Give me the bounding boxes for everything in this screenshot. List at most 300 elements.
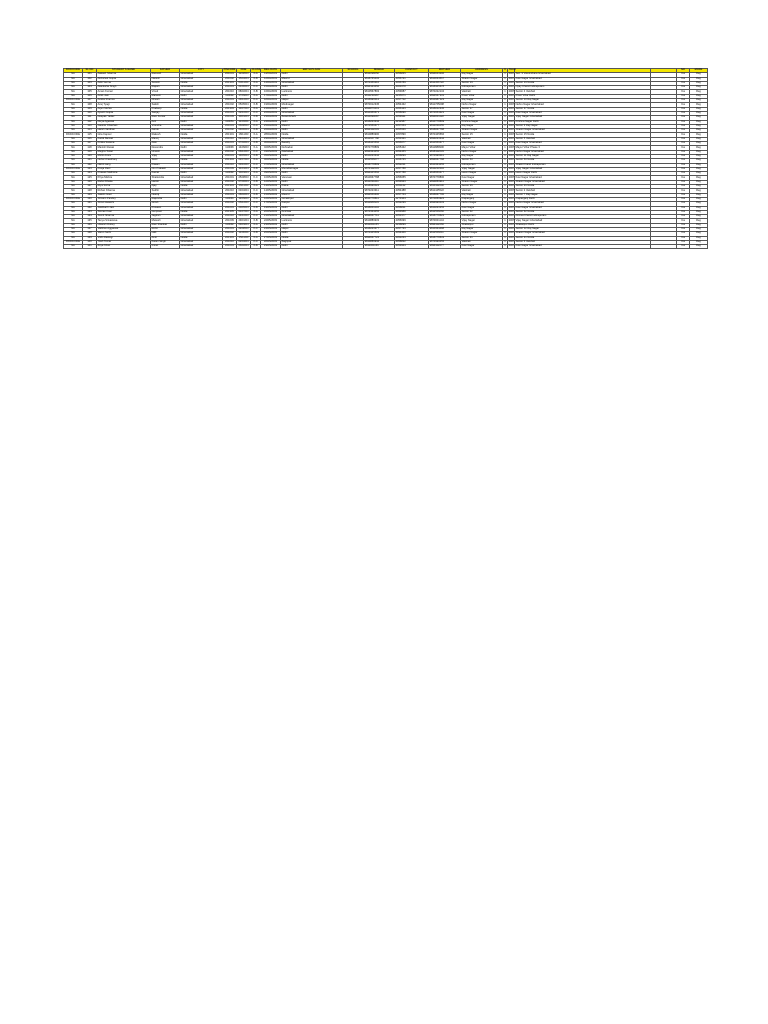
table-cell[interactable]: 23/10/03 — [238, 162, 249, 166]
table-cell[interactable]: Akanksha Singh — [97, 86, 151, 90]
table-cell[interactable]: NA — [64, 73, 83, 77]
table-cell[interactable]: 19/04/2003 — [261, 103, 281, 107]
table-cell[interactable]: Vijay Nagar — [461, 116, 503, 120]
table-cell[interactable]: 9818223344 — [364, 120, 395, 124]
table-cell[interactable]: 14/04/2003 — [261, 81, 281, 85]
table-cell[interactable]: 1 — [504, 201, 506, 205]
column-header[interactable]: BIRTH PLACE — [281, 69, 343, 73]
table-cell[interactable]: 20/05/04 — [238, 205, 249, 209]
table-cell[interactable]: 12/04/2003 — [261, 77, 281, 81]
table-cell[interactable]: 2007 — [508, 197, 515, 201]
table-cell[interactable]: Yes — [677, 185, 690, 189]
table-cell[interactable]: 127 — [83, 185, 97, 189]
table-cell[interactable]: 9818556677 — [429, 172, 461, 176]
table-cell[interactable]: 1 — [504, 231, 506, 235]
table-cell[interactable]: 128 — [83, 189, 97, 193]
table-cell[interactable]: 4353321 — [395, 137, 429, 141]
table-cell[interactable]: 24/10/03 — [238, 214, 249, 218]
table-cell[interactable]: 201010 — [223, 240, 237, 244]
table-cell[interactable]: NA — [64, 129, 83, 133]
table-cell[interactable]: 9818667700 — [429, 193, 461, 197]
table-cell[interactable]: Delhi — [281, 73, 343, 77]
table-cell[interactable]: Reg — [690, 77, 708, 81]
table-cell[interactable]: 2007 — [508, 154, 515, 158]
table-cell[interactable]: X-A — [251, 146, 261, 150]
table-cell[interactable]: Sector 50 Noida — [515, 159, 651, 163]
table-cell[interactable]: 2248899 — [395, 223, 429, 227]
table-cell[interactable]: Reg — [690, 107, 708, 111]
table-cell[interactable]: Sector 15 — [461, 133, 503, 137]
table-cell[interactable]: X-C — [251, 137, 261, 141]
table-cell[interactable]: Delhi — [281, 107, 343, 111]
table-cell[interactable]: 9810987123 — [429, 99, 461, 103]
table-cell[interactable]: 9810778811 — [364, 197, 395, 201]
table-cell[interactable]: 4352299 — [395, 202, 429, 206]
table-cell[interactable]: Ghaziabad — [281, 81, 343, 85]
table-cell[interactable]: 1 — [504, 136, 506, 140]
table-cell[interactable]: 26/04/2003 — [261, 129, 281, 133]
table-cell[interactable]: 1 — [504, 154, 506, 158]
table-cell[interactable]: Noida — [180, 107, 223, 111]
table-cell[interactable]: 07/06/04 — [238, 179, 249, 183]
table-cell[interactable]: X-C — [251, 124, 261, 128]
table-cell[interactable]: 135 — [83, 219, 97, 223]
table-cell[interactable]: PAID/CODE — [64, 167, 83, 171]
table-cell[interactable]: Reg — [690, 240, 708, 244]
table-cell[interactable]: Raj Nagar — [461, 193, 503, 197]
table-cell[interactable]: 2007 — [508, 201, 515, 205]
table-cell[interactable]: 4357654 — [395, 124, 429, 128]
table-cell[interactable]: 201001 — [223, 227, 237, 231]
table-cell[interactable]: Delhi — [180, 172, 223, 176]
table-cell[interactable]: 1 — [504, 227, 506, 231]
table-cell[interactable]: 2007 — [508, 149, 515, 153]
table-cell[interactable]: Sunil — [151, 159, 180, 163]
table-cell[interactable]: Abhishek Gupta — [97, 77, 151, 81]
table-cell[interactable]: 9899990033 — [429, 202, 461, 206]
table-cell[interactable]: 110092 — [223, 172, 237, 176]
table-cell[interactable]: 2007 — [508, 184, 515, 188]
table-cell[interactable]: Yes — [677, 210, 690, 214]
table-cell[interactable]: Reg — [690, 189, 708, 193]
table-cell[interactable]: Reg — [690, 94, 708, 98]
table-cell[interactable]: 9818990012 — [364, 99, 395, 103]
table-cell[interactable]: Yes — [677, 142, 690, 146]
table-cell[interactable]: Yes — [677, 154, 690, 158]
table-cell[interactable]: 110092 — [223, 223, 237, 227]
table-cell[interactable]: 129 — [83, 193, 97, 197]
table-cell[interactable]: 4354432 — [395, 103, 429, 107]
table-cell[interactable]: Ghaziabad — [180, 215, 223, 219]
table-cell[interactable]: 24/05/2003 — [261, 227, 281, 231]
table-cell[interactable]: Sector 6 Vaishali — [515, 240, 651, 244]
table-cell[interactable]: 03/05/2003 — [261, 150, 281, 154]
table-cell[interactable]: 9818778833 — [429, 236, 461, 240]
table-cell[interactable]: 201002 — [223, 129, 237, 133]
table-cell[interactable]: 139 — [83, 236, 97, 240]
table-cell[interactable]: 1 — [504, 179, 506, 183]
table-cell[interactable]: Ankit Jain — [97, 94, 151, 98]
table-cell[interactable]: 2007 — [508, 81, 515, 85]
table-cell[interactable]: Yes — [677, 137, 690, 141]
table-cell[interactable]: NA — [64, 137, 83, 141]
table-cell[interactable] — [651, 245, 677, 249]
table-cell[interactable]: 9873112233 — [364, 167, 395, 171]
table-cell[interactable]: Ghaziabad — [180, 77, 223, 81]
table-cell[interactable]: 1 — [504, 197, 506, 201]
table-cell[interactable]: 15/04/2003 — [261, 86, 281, 90]
table-cell[interactable]: Sanjay — [151, 111, 180, 115]
table-cell[interactable]: 125 — [83, 176, 97, 180]
table-cell[interactable]: Anil — [151, 120, 180, 124]
table-cell[interactable]: 9811223344 — [429, 167, 461, 171]
table-cell[interactable]: Suresh — [151, 81, 180, 85]
table-cell[interactable]: Ghaziabad — [180, 219, 223, 223]
table-cell[interactable]: Nehru Nagar — [461, 150, 503, 154]
table-cell[interactable]: Sector 3 Raj Nagar — [515, 124, 651, 128]
table-cell[interactable]: 141 — [83, 245, 97, 249]
table-cell[interactable]: Reg — [690, 236, 708, 240]
table-cell[interactable]: Yes — [677, 202, 690, 206]
table-cell[interactable]: X-A — [251, 81, 261, 85]
table-cell[interactable]: Neha Chaudhary — [97, 159, 151, 163]
table-cell[interactable]: Sector 11 Raj Nagar — [515, 154, 651, 158]
table-cell[interactable]: PAID/CODE — [64, 197, 83, 201]
table-cell[interactable]: 2452233 — [395, 236, 429, 240]
table-cell[interactable]: Ghaziabad — [180, 137, 223, 141]
table-cell[interactable]: 9899667788 — [429, 159, 461, 163]
table-cell[interactable]: X-C — [251, 163, 261, 167]
table-cell[interactable]: NA — [64, 227, 83, 231]
table-cell[interactable]: 201002 — [223, 103, 237, 107]
table-cell[interactable]: Nehru Nagar — [461, 202, 503, 206]
table-cell[interactable]: Ghaziabad — [180, 163, 223, 167]
table-cell[interactable]: Ghaziabad — [180, 116, 223, 120]
table-cell[interactable]: 2007 — [508, 218, 515, 222]
table-cell[interactable]: 105 — [83, 90, 97, 94]
table-cell[interactable]: Reg — [690, 124, 708, 128]
table-cell[interactable]: 2451122 — [395, 185, 429, 189]
table-cell[interactable]: 4354400 — [395, 232, 429, 236]
table-cell[interactable]: Shastri Nagar — [461, 77, 503, 81]
table-cell[interactable]: Prateek Malhotra — [97, 172, 151, 176]
table-cell[interactable]: X-A — [251, 107, 261, 111]
table-cell[interactable]: Yes — [677, 133, 690, 137]
table-cell[interactable]: NA — [64, 94, 83, 98]
table-cell[interactable]: 11/06/04 — [237, 232, 251, 236]
table-cell[interactable]: NA — [64, 180, 83, 184]
table-cell[interactable]: Nehru Nagar Ghaziabad — [515, 202, 651, 206]
table-cell[interactable]: Karan Singh — [151, 240, 180, 244]
table-cell[interactable]: Sector 19 — [461, 81, 503, 85]
table-cell[interactable]: 09/05/2003 — [261, 172, 281, 176]
table-cell[interactable]: 9873778800 — [429, 176, 461, 180]
table-cell[interactable]: Reg — [690, 232, 708, 236]
table-cell[interactable]: Ravi Shankar — [151, 223, 180, 227]
table-cell[interactable]: X-B — [251, 154, 261, 158]
column-header[interactable]: DOB — [237, 69, 251, 73]
table-cell[interactable]: Delhi — [180, 223, 223, 227]
table-cell[interactable]: Reg — [690, 129, 708, 133]
table-cell[interactable]: 30/04/2003 — [261, 142, 281, 146]
table-cell[interactable]: Reg — [690, 90, 708, 94]
table-cell[interactable]: 101 — [83, 73, 97, 77]
table-cell[interactable]: X-B — [251, 245, 261, 249]
table-cell[interactable]: 9873778899 — [364, 146, 395, 150]
table-cell[interactable]: 1 — [504, 205, 506, 209]
table-cell[interactable]: 13/05/2003 — [261, 185, 281, 189]
table-cell[interactable]: 124 — [83, 172, 97, 176]
table-cell[interactable]: Siddharth Jain — [97, 206, 151, 210]
table-cell[interactable]: Ghaziabad — [180, 167, 223, 171]
table-cell[interactable]: Reg — [690, 137, 708, 141]
table-cell[interactable]: 09/03/04 — [238, 222, 249, 226]
table-cell[interactable]: Meerut — [281, 77, 343, 81]
table-cell[interactable]: Delhi — [281, 120, 343, 124]
table-cell[interactable]: Ghaziabad — [180, 73, 223, 77]
table-cell[interactable]: 4358822 — [395, 240, 429, 244]
table-cell[interactable]: 4358865 — [395, 73, 429, 77]
table-cell[interactable]: NA — [64, 176, 83, 180]
table-cell[interactable]: X-B — [251, 206, 261, 210]
table-cell[interactable]: Reg — [690, 116, 708, 120]
table-cell[interactable]: NA — [64, 193, 83, 197]
table-cell[interactable]: 1 — [504, 85, 506, 89]
table-cell[interactable]: X-B — [251, 90, 261, 94]
table-cell[interactable]: 110 — [83, 111, 97, 115]
table-cell[interactable]: 4356655 — [395, 176, 429, 180]
table-cell[interactable]: 11/04/2003 — [261, 73, 281, 77]
table-cell[interactable]: Reg — [690, 223, 708, 227]
table-cell[interactable]: Reg — [690, 245, 708, 249]
table-cell[interactable]: X-B — [251, 232, 261, 236]
table-cell[interactable]: Sector 62 Noida — [515, 210, 651, 214]
table-cell[interactable]: Reg — [690, 227, 708, 231]
table-cell[interactable]: 2007 — [508, 85, 515, 89]
column-header[interactable]: PINCODE — [223, 68, 236, 72]
table-cell[interactable]: Yes — [677, 159, 690, 163]
table-cell[interactable]: Reg — [690, 120, 708, 124]
table-cell[interactable]: 1 — [504, 119, 506, 123]
table-cell[interactable]: 201001 — [223, 142, 237, 146]
table-cell[interactable]: Reg — [690, 202, 708, 206]
table-cell[interactable]: 1 — [504, 184, 506, 188]
table-cell[interactable]: PAID/CODE — [64, 240, 83, 244]
table-cell[interactable]: Vidhi Rastogi — [97, 236, 151, 240]
table-cell[interactable]: Mayur Vihar — [461, 146, 503, 150]
column-header[interactable]: MOTHER — [429, 69, 461, 73]
table-cell[interactable]: 130 — [83, 197, 97, 201]
table-cell[interactable]: 9818778822 — [429, 215, 461, 219]
table-cell[interactable]: 18/04/2003 — [261, 99, 281, 103]
table-cell[interactable]: Delhi — [180, 146, 223, 150]
table-cell[interactable]: NA — [64, 223, 83, 227]
table-cell[interactable]: 1 — [504, 98, 506, 102]
table-cell[interactable]: Yes — [677, 81, 690, 85]
table-cell[interactable]: 2007 — [508, 227, 515, 231]
table-cell[interactable]: 1 — [504, 93, 506, 97]
table-cell[interactable]: Ghaziabad — [180, 227, 223, 231]
table-cell[interactable]: Yes — [677, 167, 690, 171]
table-cell[interactable]: Yes — [677, 215, 690, 219]
table-cell[interactable]: 2007 — [508, 136, 515, 140]
table-cell[interactable]: Yes — [677, 172, 690, 176]
table-cell[interactable]: 9818667788 — [429, 129, 461, 133]
table-cell[interactable]: Priya Mishra — [97, 176, 151, 180]
table-cell[interactable]: NA — [64, 86, 83, 90]
table-cell[interactable]: Preet Vihar — [461, 94, 503, 98]
table-cell[interactable]: Reg — [690, 146, 708, 150]
table-cell[interactable]: Vaishali — [461, 189, 503, 193]
table-cell[interactable]: 9810334488 — [429, 227, 461, 231]
table-cell[interactable]: Ghaziabad — [281, 137, 343, 141]
table-cell[interactable]: Delhi — [281, 206, 343, 210]
table-cell[interactable]: Jagdish — [151, 215, 180, 219]
column-header[interactable]: MOBILE — [364, 69, 395, 73]
table-cell[interactable]: 9873222134 — [429, 90, 461, 94]
table-cell[interactable]: 201009 — [223, 219, 237, 223]
table-cell[interactable]: Ashok — [151, 129, 180, 133]
table-cell[interactable]: Mayur Vihar Phase 3 — [515, 146, 651, 150]
table-cell[interactable]: X-C — [251, 189, 261, 193]
table-cell[interactable]: 2007 — [508, 244, 515, 248]
table-cell[interactable]: Umesh — [151, 150, 180, 154]
table-cell[interactable]: 9810456671 — [364, 111, 395, 115]
table-cell[interactable]: Yes — [677, 103, 690, 107]
table-cell[interactable]: Pawan — [151, 163, 180, 167]
table-cell[interactable]: Noida — [180, 185, 223, 189]
table-cell[interactable]: 4357712 — [395, 99, 429, 103]
table-cell[interactable]: X-B — [251, 167, 261, 171]
table-cell[interactable]: 201301 — [223, 133, 237, 137]
table-cell[interactable]: NA — [64, 81, 83, 85]
table-cell[interactable]: Reg — [690, 150, 708, 154]
table-cell[interactable]: 9810556677 — [429, 142, 461, 146]
table-cell[interactable]: Reg — [690, 111, 708, 115]
table-cell[interactable]: 9873445599 — [364, 232, 395, 236]
table-cell[interactable]: Shastri Nagar — [461, 180, 503, 184]
table-cell[interactable]: NA — [64, 210, 83, 214]
table-cell[interactable]: 4359933 — [395, 180, 429, 184]
table-cell[interactable]: 09/06/04 — [238, 128, 249, 132]
table-cell[interactable]: Reg — [690, 81, 708, 85]
table-cell[interactable]: 134 — [83, 215, 97, 219]
table-cell[interactable]: 1 — [504, 192, 506, 196]
table-cell[interactable]: Raj Nagar — [461, 227, 503, 231]
table-cell[interactable]: 1 — [504, 145, 506, 149]
table-cell[interactable]: 21/05/2003 — [261, 215, 281, 219]
table-cell[interactable]: Aditi Verma — [97, 81, 151, 85]
table-cell[interactable]: 2007 — [508, 72, 515, 76]
column-header[interactable]: X — [504, 68, 506, 72]
table-cell[interactable]: Satish — [151, 103, 180, 107]
table-cell[interactable]: 1 — [504, 141, 506, 145]
table-cell[interactable]: 1 — [504, 158, 506, 162]
table-cell[interactable]: 9899001122 — [429, 116, 461, 120]
table-cell[interactable]: NA — [64, 77, 83, 81]
table-cell[interactable]: Nehru Nagar Ghaziabad — [515, 150, 651, 154]
table-cell[interactable]: Delhi — [281, 94, 343, 98]
table-cell[interactable]: 03/04/04 — [238, 188, 249, 192]
table-cell[interactable]: Vaishali — [461, 240, 503, 244]
table-cell[interactable]: 9811556666 — [429, 210, 461, 214]
table-cell[interactable]: Rohan Khanna — [97, 189, 151, 193]
table-cell[interactable]: 2007 — [508, 209, 515, 213]
table-cell[interactable]: Deepak Yadav — [97, 116, 151, 120]
table-cell[interactable]: 9810889944 — [364, 240, 395, 244]
table-cell[interactable]: Ghaziabad — [180, 245, 223, 249]
table-cell[interactable]: Harish — [151, 180, 180, 184]
table-cell[interactable]: 16/11/03 — [237, 185, 251, 189]
table-cell[interactable]: Reg — [690, 142, 708, 146]
table-cell[interactable]: Ghaziabad — [180, 232, 223, 236]
table-cell[interactable]: 2007 — [508, 124, 515, 128]
table-cell[interactable]: 110092 — [223, 94, 237, 98]
table-cell[interactable]: Sector 21 Noida — [515, 236, 651, 240]
table-cell[interactable]: Praveen — [151, 206, 180, 210]
table-cell[interactable]: Ghaziabad — [180, 111, 223, 115]
table-cell[interactable]: X-B — [251, 219, 261, 223]
table-cell[interactable]: 9810223344 — [364, 154, 395, 158]
table-cell[interactable]: 11/03/04 — [237, 120, 251, 124]
table-cell[interactable]: NA — [64, 116, 83, 120]
table-cell[interactable]: Ajay — [151, 185, 180, 189]
table-cell[interactable]: NA — [64, 232, 83, 236]
table-cell[interactable]: Reg — [690, 154, 708, 158]
table-cell[interactable]: 120 — [83, 154, 97, 158]
table-cell[interactable]: Delhi — [281, 180, 343, 184]
table-cell[interactable]: 9811556677 — [364, 159, 395, 163]
table-row[interactable] — [64, 245, 708, 249]
table-cell[interactable]: 140 — [83, 240, 97, 244]
table-cell[interactable]: 2007 — [508, 192, 515, 196]
table-cell[interactable]: X-C — [251, 215, 261, 219]
table-cell[interactable]: Reg — [690, 133, 708, 137]
table-cell[interactable]: 23/04/2003 — [261, 116, 281, 120]
table-cell[interactable]: Om Prakash — [151, 167, 180, 171]
table-cell[interactable]: Shastri Nagar Ghaziabad — [515, 129, 651, 133]
table-cell[interactable]: 4356677 — [395, 142, 429, 146]
table-cell[interactable]: 9810334455 — [429, 163, 461, 167]
table-cell[interactable]: Sector 5 Vaishali — [515, 137, 651, 141]
table-cell[interactable]: Laxmi Nagar Delhi — [515, 172, 651, 176]
table-cell[interactable]: 2007 — [508, 158, 515, 162]
table-cell[interactable]: 1 — [504, 106, 506, 110]
table-cell[interactable]: Noida — [180, 210, 223, 214]
table-cell[interactable]: 4357788 — [395, 167, 429, 171]
table-cell[interactable]: Dehradun — [281, 146, 343, 150]
table-cell[interactable]: Yes — [677, 180, 690, 184]
table-cell[interactable]: Yes — [677, 94, 690, 98]
table-cell[interactable]: 201301 — [223, 185, 237, 189]
table-cell[interactable]: 02/04/04 — [238, 240, 249, 244]
table-cell[interactable]: 28/04/2003 — [261, 133, 281, 137]
table-cell[interactable]: 16/05/2003 — [261, 197, 281, 201]
table-cell[interactable]: Delhi — [281, 223, 343, 227]
table-cell[interactable]: 9811456722 — [429, 81, 461, 85]
table-cell[interactable]: 9873889922 — [429, 197, 461, 201]
table-cell[interactable]: Lucknow — [281, 90, 343, 94]
table-cell[interactable]: 20/05/2003 — [261, 210, 281, 214]
table-cell[interactable]: Yes — [677, 227, 690, 231]
table-cell[interactable]: 1 — [504, 222, 506, 226]
table-cell[interactable]: 04/04/04 — [238, 136, 249, 140]
table-cell[interactable]: 115 — [83, 133, 97, 137]
table-cell[interactable]: Varun Sethi — [97, 232, 151, 236]
table-cell[interactable]: 1 — [504, 115, 506, 119]
column-header[interactable]: SCHOOL — [343, 69, 364, 73]
table-cell[interactable]: Amit — [151, 236, 180, 240]
